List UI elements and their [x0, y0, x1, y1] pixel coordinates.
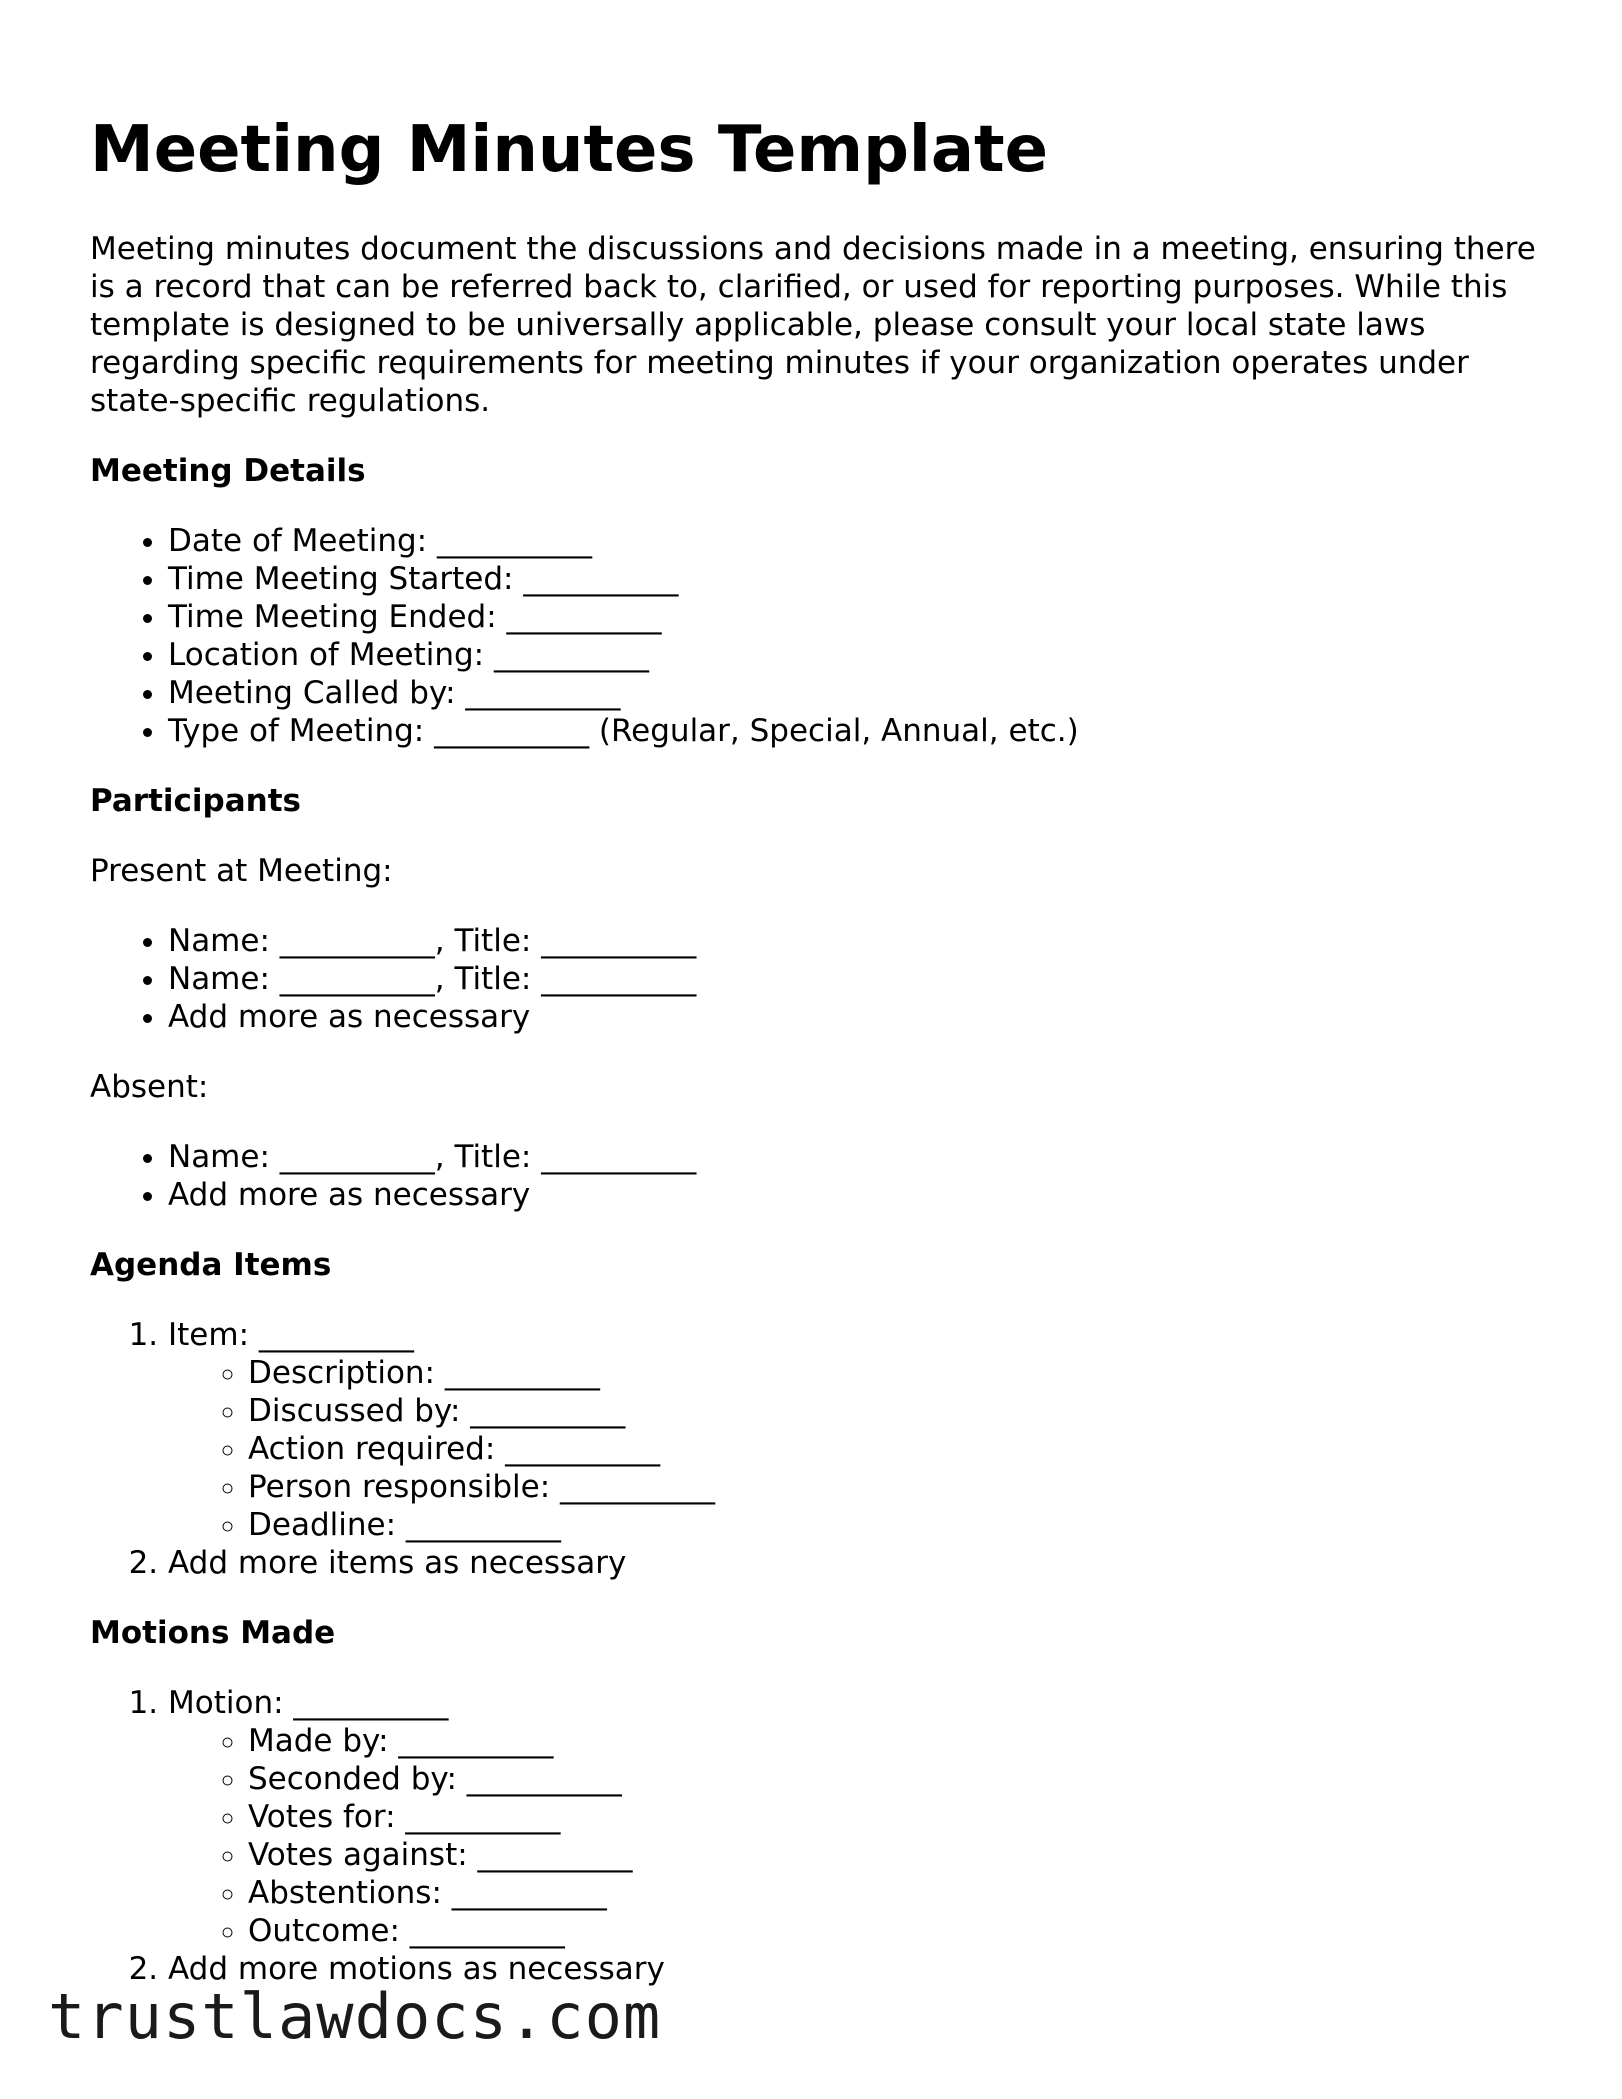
list-item: ◦ Abstentions: __________ — [248, 1874, 1550, 1912]
meeting-details-list — [90, 522, 1550, 750]
list-item: ◦ Action required: __________ — [248, 1430, 1550, 1468]
participants-heading: Participants — [90, 783, 301, 819]
list-item: • Date of Meeting: __________ — [168, 522, 1550, 560]
watermark: trustlawdocs.com — [48, 1980, 662, 2053]
list-item: ◦ Votes for: __________ — [248, 1798, 1550, 1836]
page-title: Meeting Minutes Template — [90, 113, 1048, 187]
list-item: • Time Meeting Started: __________ — [168, 560, 1550, 598]
list-item: ◦ Description: __________ — [248, 1354, 1550, 1392]
agenda-sub-list — [168, 1354, 1550, 1544]
intro-paragraph: Meeting minutes document the discussions and decisions made in a meeting, ensuring there is a record that can be referred back to, clarified, or used for reporting purposes. While this template is designed to be universally applicable, please consult your local state laws regarding specific requirements for meeting minutes if your organization operates under state-specific regulations. — [90, 231, 1536, 419]
list-item: • Add more as necessary — [168, 998, 1550, 1036]
list-item: ◦ Deadline: __________ — [248, 1506, 1550, 1544]
agenda-item-label: Item: __________ — [168, 1317, 414, 1353]
document-page — [90, 112, 1550, 2020]
absent-label: Absent: — [90, 1069, 209, 1105]
list-item: • Add more as necessary — [168, 1176, 1550, 1214]
agenda-item — [168, 1316, 1550, 1544]
agenda-more-item: 2. Add more items as necessary — [168, 1544, 1550, 1582]
motion-item-label: Motion: __________ — [168, 1685, 449, 1721]
list-item: ◦ Discussed by: __________ — [248, 1392, 1550, 1430]
present-list — [90, 922, 1550, 1036]
agenda-list — [90, 1316, 1550, 1582]
agenda-heading: Agenda Items — [90, 1247, 332, 1283]
motions-list — [90, 1684, 1550, 1988]
list-item: ◦ Votes against: __________ — [248, 1836, 1550, 1874]
absent-list — [90, 1138, 1550, 1214]
list-item: • Time Meeting Ended: __________ — [168, 598, 1550, 636]
list-item: • Location of Meeting: __________ — [168, 636, 1550, 674]
present-label: Present at Meeting: — [90, 853, 393, 889]
motion-sub-list — [168, 1722, 1550, 1950]
list-item: • Name: __________, Title: __________ — [168, 1138, 1550, 1176]
list-item: ◦ Seconded by: __________ — [248, 1760, 1550, 1798]
meeting-details-heading: Meeting Details — [90, 453, 366, 489]
list-item: • Meeting Called by: __________ — [168, 674, 1550, 712]
motions-heading: Motions Made — [90, 1615, 336, 1651]
list-item: • Type of Meeting: __________ (Regular, Special, Annual, etc.) — [168, 712, 1550, 750]
list-item: • Name: __________, Title: __________ — [168, 922, 1550, 960]
list-item: ◦ Outcome: __________ — [248, 1912, 1550, 1950]
motion-item — [168, 1684, 1550, 1950]
list-item: ◦ Made by: __________ — [248, 1722, 1550, 1760]
motion-more-item: 2. Add more motions as necessary — [168, 1950, 1550, 1988]
list-item: ◦ Person responsible: __________ — [248, 1468, 1550, 1506]
list-item: • Name: __________, Title: __________ — [168, 960, 1550, 998]
